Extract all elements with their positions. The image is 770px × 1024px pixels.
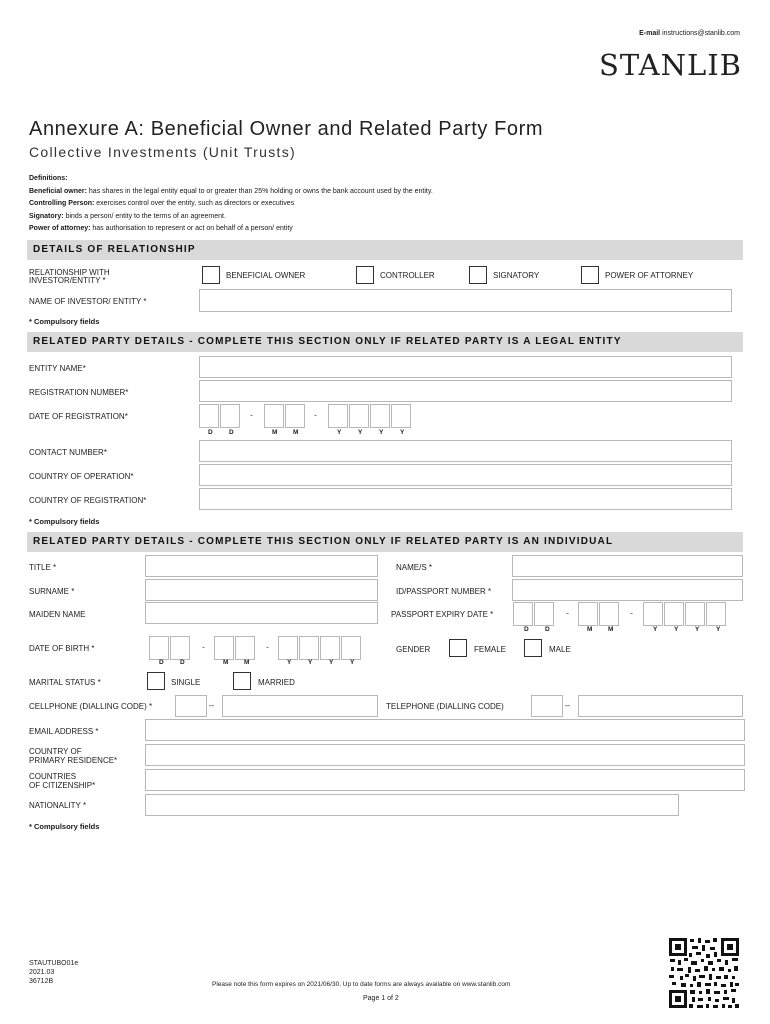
dob-hint-d2: D: [180, 659, 185, 666]
expiry-year-2[interactable]: [664, 602, 684, 626]
female-checkbox[interactable]: [449, 639, 467, 657]
entity-name-field[interactable]: [199, 356, 732, 378]
single-label: SINGLE: [171, 678, 201, 687]
expiry-sep-2: -: [630, 608, 633, 618]
male-checkbox[interactable]: [524, 639, 542, 657]
country-residence-field[interactable]: [145, 744, 745, 766]
expiry-hint-d1: D: [524, 626, 529, 633]
nationality-field[interactable]: [145, 794, 679, 816]
title-label: TITLE *: [29, 563, 57, 572]
countries-citizenship-label-1: COUNTRIES: [29, 772, 77, 781]
dob-day-2[interactable]: [170, 636, 190, 660]
email-address-field[interactable]: [145, 719, 745, 741]
form-code: STAUTUBO01e: [29, 960, 79, 967]
email-label: E-mail: [639, 30, 661, 37]
female-label: FEMALE: [474, 645, 507, 654]
id-passport-field[interactable]: [512, 579, 743, 601]
country-residence-label-2: PRIMARY RESIDENCE*: [29, 756, 118, 765]
definition-signatory: Signatory: binds a person/ entity to the terms of an agreement.: [29, 213, 226, 220]
expiry-hint-y4: Y: [716, 626, 721, 633]
reg-date-hint-y3: Y: [379, 429, 384, 436]
cellphone-code-field[interactable]: [175, 695, 207, 717]
title-field[interactable]: [145, 555, 378, 577]
form-version: 2021.03: [29, 969, 55, 976]
beneficial-owner-label: BENEFICIAL OWNER: [226, 271, 306, 280]
header-email: [639, 30, 740, 37]
page-number: Page 1 of 2: [363, 995, 399, 1002]
page-title: Annexure A: Beneficial Owner and Related Party Form: [29, 118, 544, 140]
definition-controlling-person: Controlling Person: exercises control over the entity, such as directors or executives: [29, 200, 295, 207]
reg-date-year-2[interactable]: [349, 404, 369, 428]
compulsory-note-1: * Compulsory fields: [29, 317, 100, 326]
passport-expiry-label: PASSPORT EXPIRY DATE *: [391, 610, 494, 619]
power-of-attorney-label: POWER OF ATTORNEY: [605, 271, 694, 280]
qr-code-icon: [668, 937, 740, 1009]
investor-name-field[interactable]: [199, 289, 732, 312]
male-label: MALE: [549, 645, 571, 654]
reg-date-year-3[interactable]: [370, 404, 390, 428]
power-of-attorney-checkbox[interactable]: [581, 266, 599, 284]
section-details-of-relationship: DETAILS OF RELATIONSHIP: [27, 240, 743, 260]
expiry-hint-m2: M: [608, 626, 614, 633]
registration-number-field[interactable]: [199, 380, 732, 402]
definition-power-of-attorney: Power of attorney: has authorisation to represent or act on behalf of a person/ entity: [29, 225, 293, 232]
nationality-label: NATIONALITY *: [29, 801, 87, 810]
country-of-operation-label: COUNTRY OF OPERATION*: [29, 472, 134, 481]
signatory-checkbox[interactable]: [469, 266, 487, 284]
section-legal-entity: RELATED PARTY DETAILS - COMPLETE THIS SECTION ONLY IF RELATED PARTY IS A LEGAL ENTITY: [27, 332, 743, 352]
expiry-year-1[interactable]: [643, 602, 663, 626]
dob-hint-m1: M: [223, 659, 229, 666]
surname-label: SURNAME *: [29, 587, 75, 596]
dob-year-3[interactable]: [320, 636, 340, 660]
cellphone-dash: –: [209, 700, 215, 710]
reg-date-month-2[interactable]: [285, 404, 305, 428]
maiden-name-label: MAIDEN NAME: [29, 610, 86, 619]
entity-name-label: ENTITY NAME*: [29, 364, 86, 373]
telephone-number-field[interactable]: [578, 695, 743, 717]
compulsory-note-2: * Compulsory fields: [29, 517, 100, 526]
page-subtitle: Collective Investments (Unit Trusts): [29, 144, 296, 160]
id-passport-label: ID/PASSPORT NUMBER *: [396, 587, 492, 596]
reg-date-hint-y2: Y: [358, 429, 363, 436]
dob-year-1[interactable]: [278, 636, 298, 660]
investor-name-label: NAME OF INVESTOR/ ENTITY *: [29, 297, 147, 306]
email-address-label: EMAIL ADDRESS *: [29, 727, 99, 736]
cellphone-label: CELLPHONE (DIALLING CODE) *: [29, 702, 153, 711]
dob-hint-y4: Y: [350, 659, 355, 666]
cellphone-number-field[interactable]: [222, 695, 378, 717]
expiry-hint-m1: M: [587, 626, 593, 633]
dob-sep-2: -: [266, 642, 269, 652]
dob-hint-d1: D: [159, 659, 164, 666]
stanlib-logo: STANLIB: [599, 48, 742, 82]
country-residence-label-1: COUNTRY OF: [29, 747, 82, 756]
telephone-code-field[interactable]: [531, 695, 563, 717]
expiry-hint-y2: Y: [674, 626, 679, 633]
surname-field[interactable]: [145, 579, 378, 601]
section-individual: RELATED PARTY DETAILS - COMPLETE THIS SECTION ONLY IF RELATED PARTY IS AN INDIVIDUAL: [27, 532, 743, 552]
telephone-dash: –: [565, 700, 571, 710]
email-value[interactable]: instructions@stanlib.com: [662, 30, 740, 37]
form-reference: 36712B: [29, 978, 54, 985]
maiden-name-field[interactable]: [145, 602, 378, 624]
expiry-month-2[interactable]: [599, 602, 619, 626]
beneficial-owner-checkbox[interactable]: [202, 266, 220, 284]
dob-year-2[interactable]: [299, 636, 319, 660]
marital-status-label: MARITAL STATUS *: [29, 678, 101, 687]
date-of-registration-label: DATE OF REGISTRATION*: [29, 412, 128, 421]
contact-number-field[interactable]: [199, 440, 732, 462]
relationship-label-line2: INVESTOR/ENTITY *: [29, 276, 106, 285]
expiry-hint-y1: Y: [653, 626, 658, 633]
country-of-registration-label: COUNTRY OF REGISTRATION*: [29, 496, 147, 505]
married-label: MARRIED: [258, 678, 295, 687]
expiry-year-3[interactable]: [685, 602, 705, 626]
contact-number-label: CONTACT NUMBER*: [29, 448, 107, 457]
definitions-heading: Definitions:: [29, 175, 68, 182]
dob-sep-1: -: [202, 642, 205, 652]
definition-beneficial-owner: Beneficial owner: has shares in the legal entity equal to or greater than 25% holding or owns the bank account used by the entity.: [29, 188, 433, 195]
registration-number-label: REGISTRATION NUMBER*: [29, 388, 129, 397]
reg-date-hint-d2: D: [229, 429, 234, 436]
reg-date-hint-m2: M: [293, 429, 299, 436]
reg-date-sep-1: -: [250, 410, 253, 420]
reg-date-hint-y1: Y: [337, 429, 342, 436]
expiry-hint-y3: Y: [695, 626, 700, 633]
reg-date-hint-y4: Y: [400, 429, 405, 436]
dob-hint-y3: Y: [329, 659, 334, 666]
controller-label: CONTROLLER: [380, 271, 435, 280]
relationship-label-line1: RELATIONSHIP WITH: [29, 268, 110, 277]
dob-month-2[interactable]: [235, 636, 255, 660]
reg-date-year-4[interactable]: [391, 404, 411, 428]
telephone-label: TELEPHONE (DIALLING CODE): [386, 702, 504, 711]
reg-date-year-1[interactable]: [328, 404, 348, 428]
married-checkbox[interactable]: [233, 672, 251, 690]
reg-date-day-2[interactable]: [220, 404, 240, 428]
reg-date-hint-d1: D: [208, 429, 213, 436]
reg-date-month-1[interactable]: [264, 404, 284, 428]
gender-label: GENDER: [396, 645, 431, 654]
expiry-year-4[interactable]: [706, 602, 726, 626]
expiry-sep-1: -: [566, 608, 569, 618]
compulsory-note-3: * Compulsory fields: [29, 822, 100, 831]
countries-citizenship-field[interactable]: [145, 769, 745, 791]
dob-hint-m2: M: [244, 659, 250, 666]
names-field[interactable]: [512, 555, 743, 577]
expiry-note: Please note this form expires on 2021/06/30. Up to date forms are always available on www.stanlib.com: [212, 981, 511, 988]
dob-hint-y1: Y: [287, 659, 292, 666]
country-of-registration-field[interactable]: [199, 488, 732, 510]
single-checkbox[interactable]: [147, 672, 165, 690]
countries-citizenship-label-2: OF CITIZENSHIP*: [29, 781, 96, 790]
dob-hint-y2: Y: [308, 659, 313, 666]
reg-date-hint-m1: M: [272, 429, 278, 436]
signatory-label: SIGNATORY: [493, 271, 540, 280]
expiry-month-1[interactable]: [578, 602, 598, 626]
names-label: NAME/S *: [396, 563, 433, 572]
dob-month-1[interactable]: [214, 636, 234, 660]
country-of-operation-field[interactable]: [199, 464, 732, 486]
expiry-day-2[interactable]: [534, 602, 554, 626]
dob-year-4[interactable]: [341, 636, 361, 660]
dob-day-1[interactable]: [149, 636, 169, 660]
dob-label: DATE OF BIRTH *: [29, 644, 95, 653]
controller-checkbox[interactable]: [356, 266, 374, 284]
reg-date-sep-2: -: [314, 410, 317, 420]
expiry-day-1[interactable]: [513, 602, 533, 626]
expiry-hint-d2: D: [545, 626, 550, 633]
reg-date-day-1[interactable]: [199, 404, 219, 428]
